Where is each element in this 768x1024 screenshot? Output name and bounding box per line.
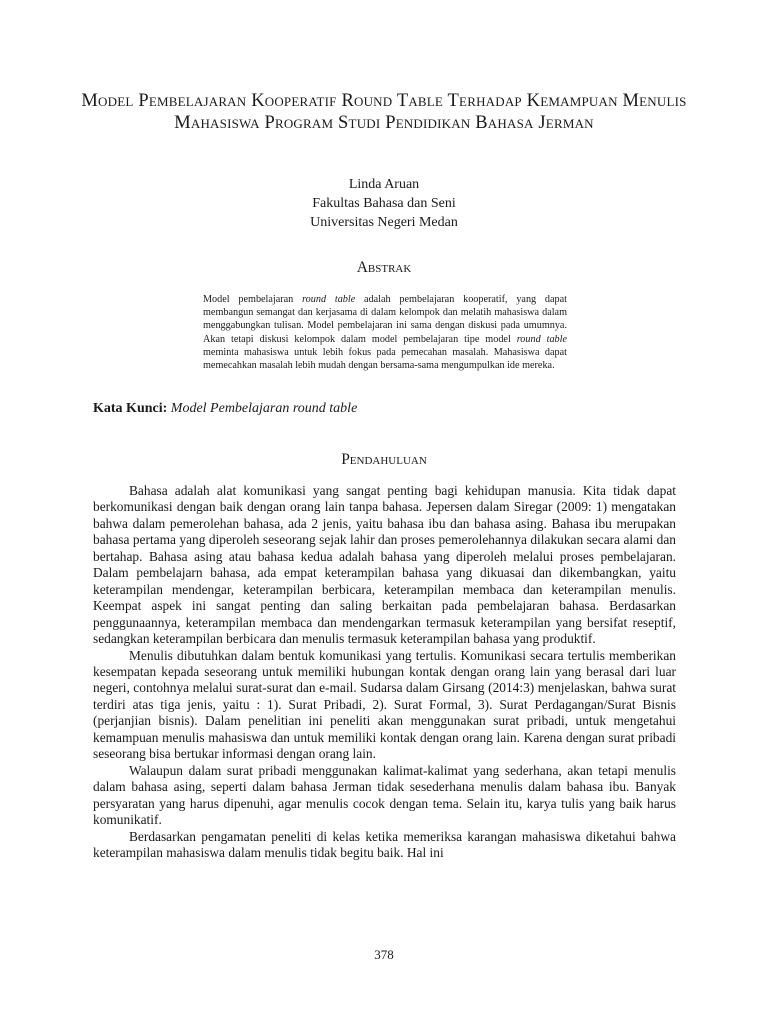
- abstract-text-part-3: meminta mahasiswa untuk lebih fokus pada pemecahan masalah. Mahasiswa dapat memecahkan masalah lebih mudah dengan bersama-sama mengumpulkan ide mereka.: [203, 346, 567, 372]
- author-university: Universitas Negeri Medan: [310, 215, 458, 230]
- section-body: [93, 483, 676, 861]
- abstract-text: [203, 293, 567, 372]
- abstract-heading: Abstrak: [356, 259, 412, 276]
- abstract-text-part-2: adalah pembelajaran kooperatif, yang dapat membangun semangat dan kerjasama di dalam kelompok dan melatih mahasiswa dalam menggabungkan tulisan. Model pembelajaran ini sama dengan diskusi pada umumnya. Akan tetapi diskusi kelompok dalam model pembelajaran tipe model: [203, 294, 567, 345]
- author-block: [184, 175, 584, 232]
- abstract-italic-term-1: round table: [302, 294, 356, 305]
- body-paragraph: Menulis dibutuhkan dalam bentuk komunikasi yang tertulis. Komunikasi secara tertulis memberikan kesempatan kepada seseorang untuk memiliki hubungan kontak dengan orang lain yang berasal dari luar negeri, contohnya melalui surat-surat dan e-mail. Sudarsa dalam Girsang (2014:3) menjelaskan, bahwa surat terdiri atas tiga jenis, yaitu : 1). Surat Pribadi, 2). Surat Formal, 3). Surat Perdagangan/Surat Bisnis (perjanjian bisnis). Dalam penelitian ini peneliti akan menggunakan surat pribadi, untuk mengetahui kemampuan menulis mahasiswa dan untuk memiliki kontak dengan orang lain. Karena dengan surat pribadi seseorang bisa bertukar informasi dengan orang lain.: [93, 647, 676, 762]
- section-heading: Pendahuluan: [341, 451, 427, 468]
- keywords-label: Kata Kunci:: [93, 401, 168, 416]
- body-paragraph: Bahasa adalah alat komunikasi yang sangat penting bagi kehidupan manusia. Kita tidak dapat berkomunikasi dengan baik dengan orang lain tanpa bahasa. Jepersen dalam Siregar (2009: 1) mengatakan bahwa dalam pemerolehan bahasa, ada 2 jenis, yaitu bahasa ibu dan bahasa asing. Bahasa ibu merupakan bahasa pertama yang diperoleh seseorang sejak lahir dan proses pemerolehannya dilakukan secara alami dan bertahap. Bahasa asing atau bahasa kedua adalah bahasa yang diperoleh melalui proses pembelajaran. Dalam pembelajarn bahasa, ada empat keterampilan bahasa yang dikuasai dan dikembangkan, yaitu keterampilan mendengar, keterampilan berbicara, keterampilan membaca dan keterampilan menulis. Keempat aspek ini sangat penting dan saling berkaitan pada pembelajaran bahasa. Berdasarkan penggunaannya, keterampilan membaca dan mendengarkan termasuk keterampilan yang bersifat reseptif, sedangkan keterampilan berbicara dan menulis termasuk keterampilan bahasa yang produktif.: [93, 483, 676, 647]
- body-paragraph: Walaupun dalam surat pribadi menggunakan kalimat-kalimat yang sederhana, akan tetapi menulis dalam bahasa asing, seperti dalam bahasa Jerman tidak sesederhana menulis dalam bahasa ibu. Banyak persyaratan yang harus dipenuhi, agar menulis cocok dengan tema. Selain itu, karya tulis yang baik harus komunikatif.: [93, 762, 676, 828]
- keywords-line: [93, 400, 693, 418]
- author-name: Linda Aruan: [348, 177, 420, 192]
- body-paragraph: Berdasarkan pengamatan peneliti di kelas ketika memeriksa karangan mahasiswa diketahui bahwa keterampilan mahasiswa dalam menulis tidak begitu baik. Hal ini: [93, 828, 676, 860]
- page-number: 378: [374, 947, 394, 962]
- keywords-text: Model Pembelajaran round table: [167, 401, 358, 416]
- author-faculty: Fakultas Bahasa dan Seni: [312, 196, 456, 211]
- abstract-italic-term-2: round table: [516, 333, 567, 345]
- abstract-text-part-1: Model pembelajaran: [203, 294, 303, 305]
- paper-title: Model Pembelajaran Kooperatif Round Table Terhadap Kemampuan Menulis Mahasiswa Program Studi Pendidikan Bahasa Jerman: [81, 91, 687, 133]
